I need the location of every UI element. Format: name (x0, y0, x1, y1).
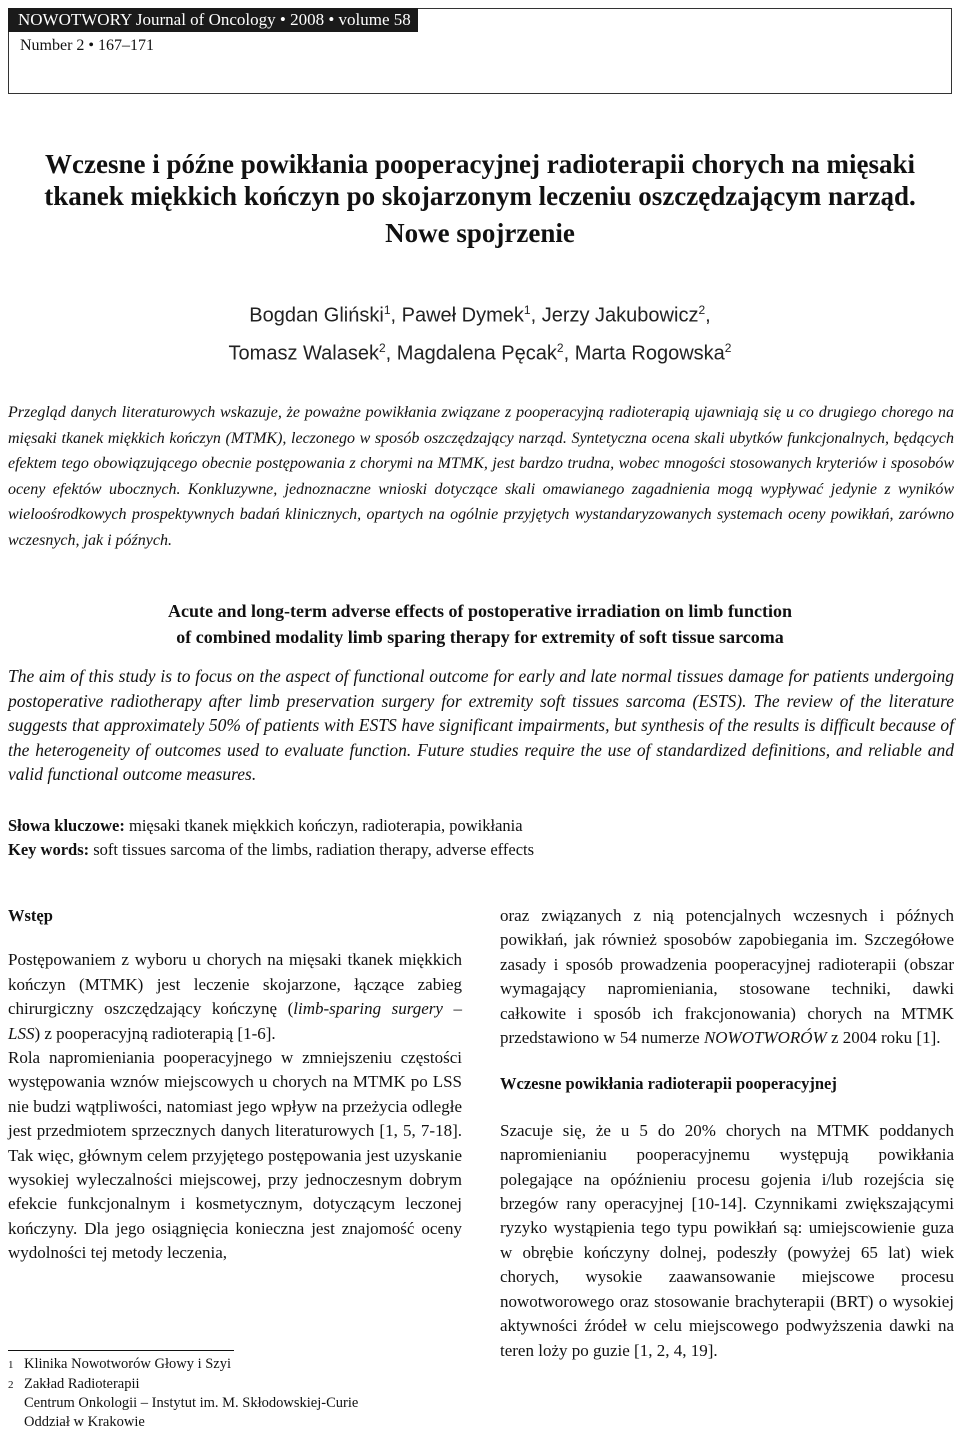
english-title-line-2: of combined modality limb sparing therapy for extremity of soft tissue sarcoma (176, 627, 783, 647)
paragraph: Szacuje się, że u 5 do 20% chorych na MTMK poddanych napromienianiu pooperacyjnemu występują powikłania polegające na opóźnieniu procesu gojenia i/lub rozejścia się brzegów rany operacyjnej [10-14]. Czynnikami zwiększającymi ryzyko wystąpienia tego typu powikłań są: umiejscowienie guza w obrębie kończyny dolnej, podeszły (powyżej 65 lat) wiek chorych, wysokie zaawansowanie miejscowe procesu nowotworowego oraz stosowanie brachyterapii (BRT) o wysokiej aktywności źródeł w celu miejscowego podwyższenia dawki na teren loży po guzie [1, 2, 4, 19]. (500, 1119, 954, 1363)
left-column (8, 904, 462, 1266)
paragraph-text: ) z pooperacyjną radioterapią [1-6]. (34, 1024, 275, 1043)
paragraph (500, 904, 954, 1050)
footnote-continuation: Centrum Onkologii – Instytut im. M. Skłodowskiej-Curie (8, 1394, 462, 1413)
title-line-1: Wczesne i późne powikłania pooperacyjnej radioterapii chorych na mięsaki (45, 149, 915, 179)
paragraph: Rola napromieniania pooperacyjnego w zmniejszeniu częstości występowania wznów miejscowych u chorych na MTMK po LSS nie budzi wątpliwości, natomiast jego wpływ na przeżycia odległe jest przedmiotem sprzecznych danych literaturowych [1, 5, 7-18]. Tak więc, głównym celem przyjętego postępowania jest uzyskanie wysokiej wyleczalności miejscowej, przy jednoczesnym dobrym efekcie funkcjonalnym i kosmetycznym, dotyczącym leczonej kończyny. Dla jego osiągnięcia konieczna jest znajomość oceny wydolności tej metody leczenia, (8, 1046, 462, 1266)
section-heading-introduction: Wstęp (8, 904, 462, 928)
keywords-english-text: soft tissues sarcoma of the limbs, radiation therapy, adverse effects (93, 840, 534, 859)
paragraph (8, 948, 462, 1046)
author: Tomasz Walasek (229, 342, 379, 364)
author: Paweł Dymek (402, 305, 524, 327)
title-line-3: Nowe spojrzenie (20, 217, 940, 249)
paragraph-text: Postępowaniem z wyboru u chorych na mięsaki tkanek miękkich kończyn (MTMK) jest leczenie skojarzone, łączące zabieg chirurgiczny oszczędzający kończynę ( (8, 950, 462, 1018)
keywords-block (8, 814, 954, 862)
abstract-english: The aim of this study is to focus on the aspect of functional outcome for early and late normal tissues damage for patients undergoing postoperative radiotherapy after limb preservation surgery for extremity soft tissues sarcoma (ESTS). The review of the literature suggests that approximately 50% of patients with ESTS have significant impairments, but synthesis of the results is difficult because of the heterogeneity of outcomes used to evaluate function. Future studies require the use of standardized definitions, and reliable and valid functional outcome measures. (8, 664, 954, 787)
keywords-polish-label: Słowa kluczowe: (8, 816, 125, 835)
affiliation-mark: 2 (698, 303, 705, 317)
keywords-polish-text: mięsaki tkanek miękkich kończyn, radioterapia, powikłania (129, 816, 523, 835)
affiliation-mark: 2 (557, 341, 564, 355)
section-heading-early-complications: Wczesne powikłania radioterapii pooperacyjnej (500, 1072, 954, 1096)
footnote-divider (8, 1350, 234, 1351)
affiliation-mark: 2 (725, 341, 732, 355)
article-title (20, 148, 940, 212)
affiliation-mark: 1 (524, 303, 531, 317)
footnote-item (8, 1375, 462, 1395)
footnotes (8, 1355, 462, 1431)
affiliation-mark: 1 (384, 303, 391, 317)
author: Magdalena Pęcak (397, 342, 557, 364)
footnote-continuation: Oddział w Krakowie (8, 1413, 462, 1431)
author: Jerzy Jakubowicz (542, 305, 699, 327)
keywords-polish (8, 814, 954, 838)
journal-name: NOWOTWORY Journal of Oncology • 2008 • volume 58 (8, 8, 418, 32)
journal-issue-number: Number 2 • 167–171 (20, 37, 154, 55)
right-column (500, 904, 954, 1363)
title-line-2: tkanek miękkich kończyn po skojarzonym leczeniu oszczędzającym narząd. (44, 181, 915, 211)
author: Bogdan Gliński (249, 305, 384, 327)
affiliation-mark: 2 (379, 341, 386, 355)
keywords-english-label: Key words: (8, 840, 89, 859)
author: Marta Rogowska (575, 342, 725, 364)
paragraph-italic: limb-sparing surgery – LSS (8, 999, 462, 1042)
english-title (20, 598, 940, 650)
footnote-item (8, 1355, 462, 1375)
footnote-number: 2 (8, 1375, 24, 1395)
abstract-polish: Przegląd danych literaturowych wskazuje, że poważne powikłania związane z pooperacyjną radioterapią ujawniają się u co drugiego chorego na mięsaki tkanek miękkich kończyn (MTMK), leczonego w sposób oszczędzający narząd. Syntetyczna ocena skali ubytków funkcjonalnych, będących efektem tego obowiązującego obecnie postępowania z chorymi na MTMK, jest bardzo trudna, wobec mnogości stosowanych kryteriów i sposobów oceny efektów ubocznych. Konkluzywne, jednoznaczne wnioski dotyczące skali omawianego zagadnienia mogą wypływać jedynie z wyników wieloośrodkowych prospektywnych badań klinicznych, opartych na ogólnie przyjętych wystandaryzowanych systemach oceny powikłań, zarówno wczesnych, jak i późnych. (8, 400, 954, 553)
paragraph-text: z 2004 roku [1]. (827, 1028, 941, 1047)
footnote-number: 1 (8, 1355, 24, 1375)
paragraph-text: oraz związanych z nią potencjalnych wczesnych i późnych powikłań, jak również sposobów zapobiegania im. Szczegółowe zasady i sposób prowadzenia pooperacyjnej radioterapii (obszar wymagający napromieniania, stosowane techniki, dawki całkowite i sposób ich frakcjonowania) chorych na MTMK przedstawiono w 54 numerze (500, 906, 954, 1047)
keywords-english (8, 838, 954, 862)
footnote-text: Klinika Nowotworów Głowy i Szyi (24, 1355, 231, 1375)
author-list: Bogdan Gliński$^1$, Paweł Dymek$^1$, Jerzy Jakubowicz$^2$, Tomasz Walasek$^2$, Magdalena Pęcak$^2$, Marta Rogowska$^2$ (20, 294, 940, 369)
footnote-text: Zakład Radioterapii (24, 1375, 140, 1395)
paragraph-italic: NOWOTWORÓW (704, 1028, 827, 1047)
english-title-line-1: Acute and long-term adverse effects of postoperative irradiation on limb function (168, 601, 792, 621)
